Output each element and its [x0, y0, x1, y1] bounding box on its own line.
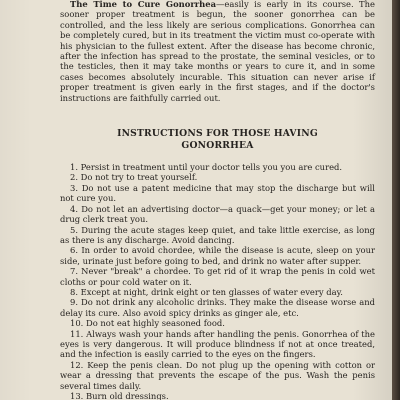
intro-text: —easily is early in its course. The sooner proper treatment is begun, the sooner gonorrhea can be controlled, and the less likely are serious complications. Gonorrhea can be completely cured, but in its treatment the victim must co-operate with his physician to the fullest extent. After the disease has become chronic, after the infection has spread to the prostate, the seminal vesicles, or to the testicles, then it may take months or years to cure it, and in some cases becomes absolutely incurable. This situation can never arise if proper treatment is given early in the first stages, and if the doctor's instructions are faithfully carried out.	[60, 0, 375, 103]
intro-lead: The Time to Cure Gonorrhea	[70, 0, 216, 9]
instruction-item: 12. Keep the penis clean. Do not plug up the opening with cotton or wear a dressing that prevents the escape of the pus. Wash the penis several times daily.	[60, 359, 375, 391]
section-heading	[60, 128, 375, 151]
instruction-item: 1. Persist in treatment until your doctor tells you you are cured.	[70, 162, 343, 173]
instruction-item: 5. During the acute stages keep quiet, and take little exercise, as long as there is any discharge. Avoid dancing.	[60, 224, 375, 245]
page-content	[60, 0, 375, 400]
instruction-item: 2. Do not try to treat yourself.	[70, 172, 198, 183]
instruction-item: 7. Never "break" a chordee. To get rid of it wrap the penis in cold wet cloths or pour cold water on it.	[60, 266, 375, 287]
instruction-item: 11. Always wash your hands after handling the penis. Gonorrhea of the eyes is very dangerous. It will produce blindness if not at once treated, and the infection is easily carried to the eyes on the fingers.	[60, 328, 375, 360]
page-edge	[392, 0, 400, 400]
instruction-list	[60, 162, 375, 400]
instruction-item: 8. Except at night, drink eight or ten glasses of water every day.	[70, 286, 343, 297]
intro-section	[60, 0, 375, 103]
heading-line-1: INSTRUCTIONS FOR THOSE HAVING	[117, 128, 318, 140]
instruction-item: 10. Do not eat highly seasoned food.	[70, 318, 225, 329]
instruction-item: 4. Do not let an advertising doctor—a quack—get your money; or let a drug clerk treat you.	[60, 203, 375, 225]
instruction-item: 9. Do not drink any alcoholic drinks. They make the disease worse and delay its cure. Also avoid spicy drinks as ginger ale, etc.	[60, 297, 375, 318]
instruction-item: 3. Do not use a patent medicine that may stop the discharge but will not cure you.	[60, 182, 375, 204]
instruction-item: 13. Burn old dressings.	[70, 391, 169, 400]
instruction-item: 6. In order to avoid chordee, while the disease is acute, sleep on your side, urinate just before going to bed, and drink no water after supper.	[60, 245, 375, 266]
heading-line-2: GONORRHEA	[181, 139, 254, 151]
intro-paragraph	[60, 0, 375, 103]
